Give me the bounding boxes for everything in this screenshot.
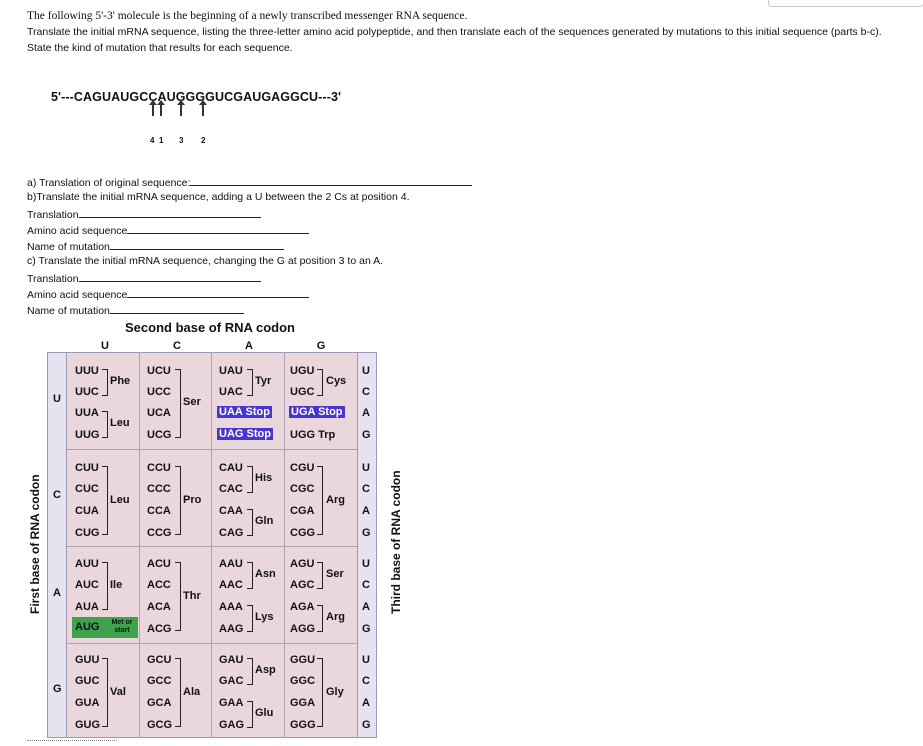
codon-bracket <box>102 411 108 438</box>
third-base-letter: A <box>362 407 370 419</box>
amino-acid-label: Lys <box>255 611 274 623</box>
amino-acid-label: Leu <box>110 417 130 429</box>
codon: CUC <box>75 483 99 495</box>
start-codon: AUG <box>75 621 100 633</box>
third-base-label: Third base of RNA codon <box>389 470 403 614</box>
codon: CGA <box>290 505 315 517</box>
codon-bracket <box>175 369 181 438</box>
third-base-letter: U <box>362 558 370 570</box>
row-divider <box>67 546 357 547</box>
codon: AAA <box>219 601 243 613</box>
position-number: 1 <box>159 136 164 145</box>
codon-bracket <box>175 466 181 535</box>
codon-bracket <box>247 562 253 589</box>
answer-blank[interactable] <box>79 207 261 218</box>
codon: UCU <box>147 365 171 377</box>
codon-bracket <box>247 701 253 728</box>
codon: CGG <box>290 527 316 539</box>
answer-blank[interactable] <box>127 287 309 298</box>
codon: AUC <box>75 579 99 591</box>
third-base-letter: C <box>362 579 370 591</box>
codon-bracket <box>102 562 108 610</box>
codon: CUU <box>75 462 99 474</box>
first-base-letter: G <box>53 683 62 695</box>
amino-acid-label: Phe <box>110 375 131 387</box>
amino-acid-label: Gln <box>255 515 274 527</box>
amino-acid-label: His <box>255 472 273 484</box>
position-number: 3 <box>179 136 184 145</box>
codon: CUG <box>75 527 100 539</box>
amino-acid-label: Val <box>110 686 126 698</box>
codon: GAC <box>219 675 244 687</box>
third-base-letter: C <box>362 483 370 495</box>
amino-acid-label: Ser <box>183 396 201 408</box>
question-c: c) Translate the initial mRNA sequence, changing the G at position 3 to an A. <box>27 255 384 267</box>
intro-line-1: The following 5'-3' molecule is the beginning of a newly transcribed messenger RNA sequence. <box>27 10 468 22</box>
b-translation: Translation <box>27 207 261 221</box>
codon: CCC <box>147 483 171 495</box>
first-base-letter: C <box>53 489 61 501</box>
codon: CAU <box>219 462 243 474</box>
third-base-letter: U <box>362 462 370 474</box>
codon: GCC <box>147 675 172 687</box>
position-number: 2 <box>201 136 206 145</box>
codon: AAG <box>219 623 244 635</box>
column-divider <box>284 352 285 738</box>
codon: GUA <box>75 697 100 709</box>
codon-bracket <box>317 658 323 727</box>
mrna-sequence: 5'---CAGUAUGCCAUGGGGUCGAUGAGGCU---3' <box>51 90 342 104</box>
codon: AAU <box>219 558 243 570</box>
codon: UCG <box>147 429 172 441</box>
codon-bracket <box>317 466 323 535</box>
stop-codon: UAA Stop <box>219 406 270 418</box>
amino-acid-label: Tyr <box>255 375 272 387</box>
amino-acid-label: Ala <box>183 686 201 698</box>
second-base-header: C <box>173 340 181 352</box>
question-a: a) Translation of original sequence: <box>27 175 472 189</box>
codon: AGC <box>290 579 315 591</box>
codon: UGU <box>290 365 315 377</box>
amino-acid-label: Asn <box>255 568 276 580</box>
third-base-letter: U <box>362 365 370 377</box>
column-divider <box>139 352 140 738</box>
codon-bracket <box>175 658 181 727</box>
codon: UGC <box>290 386 315 398</box>
codon: CAG <box>219 527 244 539</box>
codon: GAU <box>219 654 244 666</box>
codon: CAC <box>219 483 243 495</box>
codon: UUG <box>75 429 100 441</box>
position-number: 4 <box>150 136 155 145</box>
codon-bracket <box>317 562 323 589</box>
amino-acid-label: Arg <box>326 494 345 506</box>
codon: CUA <box>75 505 99 517</box>
third-base-letter: A <box>362 601 370 613</box>
codon: GUC <box>75 675 100 687</box>
amino-acid-label: Arg <box>326 611 345 623</box>
position-arrow <box>202 104 204 116</box>
second-base-header: A <box>245 340 253 352</box>
codon: CGU <box>290 462 315 474</box>
intro-line-3: State the kind of mutation that results for each sequence. <box>27 42 293 54</box>
codon: CCA <box>147 505 171 517</box>
third-base-letter: U <box>362 654 370 666</box>
codon: GAA <box>219 697 244 709</box>
codon: ACC <box>147 579 171 591</box>
first-base-letter: U <box>53 393 61 405</box>
codon: GAG <box>219 719 245 731</box>
codon: AUA <box>75 601 99 613</box>
codon-bracket <box>317 605 323 632</box>
codon: CCU <box>147 462 171 474</box>
codon: GGG <box>290 719 316 731</box>
third-base-letter: A <box>362 697 370 709</box>
codon: UAC <box>219 386 243 398</box>
codon-bracket <box>247 509 253 536</box>
answer-blank[interactable] <box>110 239 284 250</box>
answer-blank[interactable] <box>79 271 261 282</box>
codon: UUC <box>75 386 99 398</box>
codon: GCG <box>147 719 173 731</box>
second-base-header: U <box>101 340 109 352</box>
b-amino-acid: Amino acid sequence <box>27 223 309 237</box>
second-base-header: G <box>316 340 326 352</box>
position-arrow <box>160 104 162 116</box>
third-base-letter: C <box>362 675 370 687</box>
codon: GCA <box>147 697 172 709</box>
codon-bracket <box>102 466 108 535</box>
answer-blank[interactable] <box>127 223 309 234</box>
codon: UUU <box>75 365 99 377</box>
codon-bracket <box>175 562 181 631</box>
codon: UCC <box>147 386 171 398</box>
codon: GUU <box>75 654 100 666</box>
codon-bracket <box>102 658 108 727</box>
codon: ACG <box>147 623 172 635</box>
third-base-letter: G <box>362 429 371 441</box>
intro-line-2: Translate the initial mRNA sequence, listing the three-letter amino acid polypeptide, and then translate each of the sequences generated by mutations to this initial sequence (parts b-c). <box>27 26 882 38</box>
row-divider <box>67 643 357 644</box>
start-label: Met or start <box>111 619 133 634</box>
codon: UUA <box>75 407 99 419</box>
amino-acid-label: Leu <box>110 494 130 506</box>
c-translation: Translation <box>27 271 261 285</box>
amino-acid-label: Cys <box>326 375 347 387</box>
codon-table-title: Second base of RNA codon <box>125 320 295 335</box>
codon: CGC <box>290 483 315 495</box>
answer-blank[interactable] <box>190 175 472 186</box>
codon: AGA <box>290 601 315 613</box>
first-base-label: First base of RNA codon <box>28 474 42 614</box>
b-mutation: Name of mutation <box>27 239 284 253</box>
codon: GUG <box>75 719 101 731</box>
amino-acid-label: Ile <box>110 579 123 591</box>
third-base-letter: G <box>362 623 371 635</box>
codon: UCA <box>147 407 171 419</box>
amino-acid-label: Ser <box>326 568 344 580</box>
answer-blank[interactable] <box>110 303 244 314</box>
column-divider <box>211 352 212 738</box>
third-base-letter: A <box>362 505 370 517</box>
codon: AGG <box>290 623 316 635</box>
codon: CAA <box>219 505 243 517</box>
third-base-letter: G <box>362 527 371 539</box>
first-base-letter: A <box>53 587 61 599</box>
codon-bracket <box>247 369 253 396</box>
third-base-letter: G <box>362 719 371 731</box>
position-arrow <box>152 104 154 116</box>
amino-acid-label: Asp <box>255 664 276 676</box>
amino-acid-label: Pro <box>183 494 202 506</box>
stop-codon: UAG Stop <box>219 428 271 440</box>
question-b: b)Translate the initial mRNA sequence, adding a U between the 2 Cs at position 4. <box>27 191 410 203</box>
codon-bracket <box>102 369 108 396</box>
codon: GGA <box>290 697 316 709</box>
codon: AGU <box>290 558 315 570</box>
amino-acid-label: Gly <box>326 686 344 698</box>
codon-bracket <box>317 369 323 396</box>
amino-acid-label: Thr <box>183 590 201 602</box>
position-arrow <box>180 104 182 116</box>
codon: GGC <box>290 675 316 687</box>
codon: GGU <box>290 654 316 666</box>
codon: ACU <box>147 558 171 570</box>
footer-credit-line <box>27 740 117 744</box>
c-amino-acid: Amino acid sequence <box>27 287 309 301</box>
codon: GCU <box>147 654 172 666</box>
codon-bracket <box>247 466 253 493</box>
top-right-box <box>768 0 923 7</box>
first-base-column <box>47 352 67 738</box>
stop-codon: UGA Stop <box>291 406 343 418</box>
codon: ACA <box>147 601 171 613</box>
codon: AAC <box>219 579 243 591</box>
codon: AUU <box>75 558 99 570</box>
row-divider <box>67 449 357 450</box>
c-mutation: Name of mutation <box>27 303 244 317</box>
codon-bracket <box>247 605 253 632</box>
amino-acid-label: Glu <box>255 707 274 719</box>
codon: UAU <box>219 365 243 377</box>
codon-bracket <box>247 658 253 685</box>
third-base-letter: C <box>362 386 370 398</box>
codon: CCG <box>147 527 172 539</box>
codon: UGG Trp <box>290 429 336 441</box>
